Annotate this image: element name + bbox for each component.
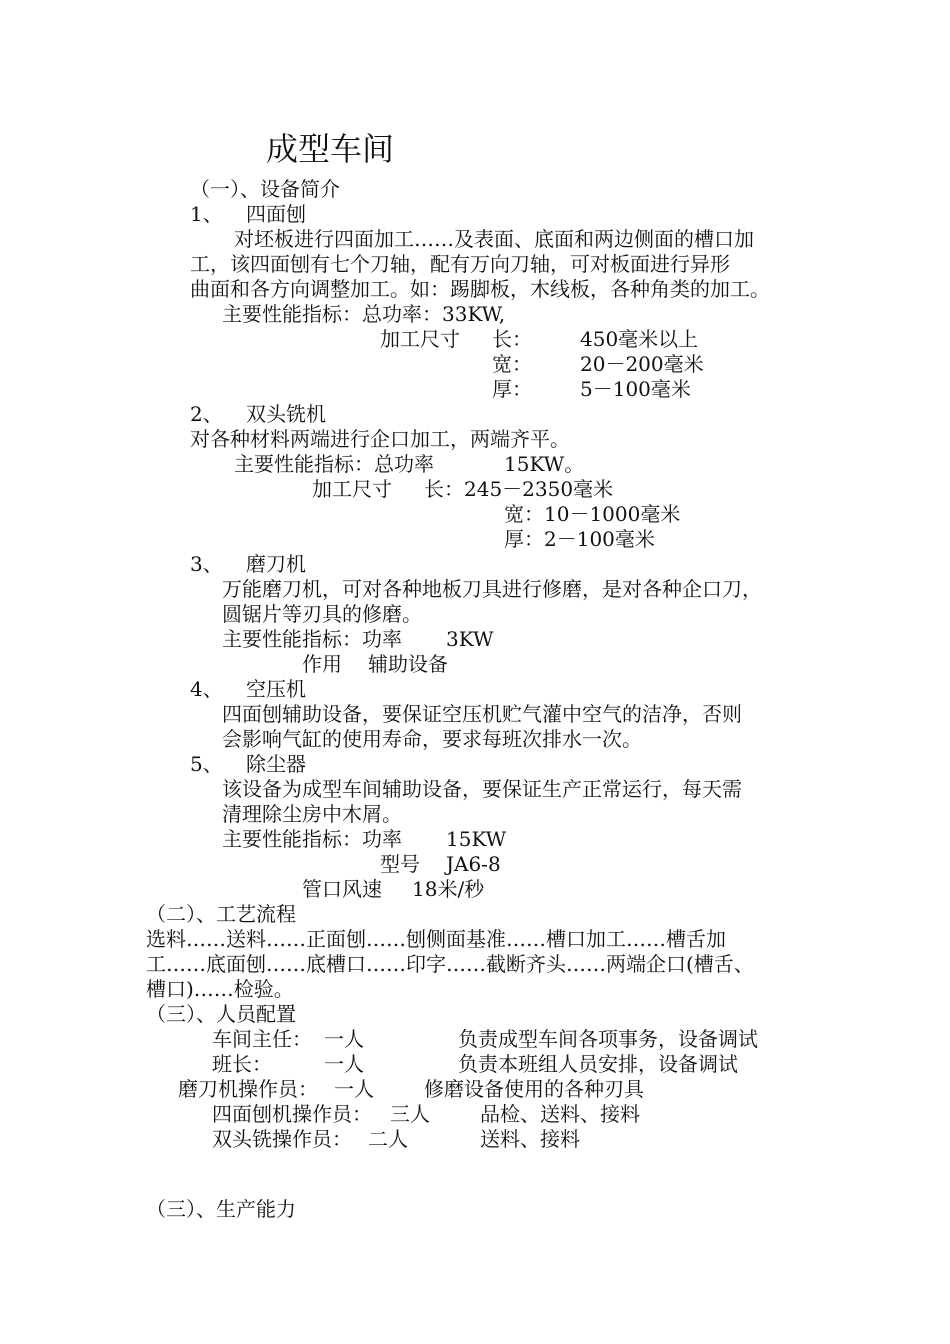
equipment-name: 空压机: [246, 677, 306, 701]
size-label: 加工尺寸: [312, 477, 392, 501]
staff-duty: 送料、接料: [480, 1127, 580, 1151]
section-heading-capacity: （三）、生产能力: [146, 1197, 296, 1221]
dim-value: 450毫米以上: [580, 327, 699, 351]
dim-label: 厚：: [492, 377, 532, 401]
staff-role: 班长：: [212, 1052, 272, 1076]
staff-duty: 负责成型车间各项事务，设备调试: [458, 1027, 758, 1051]
staff-role: 四面刨机操作员：: [212, 1102, 372, 1126]
staff-role: 磨刀机操作员：: [178, 1077, 318, 1101]
paragraph-line: 工，该四面刨有七个刀轴，配有万向刀轴，可对板面进行异形: [190, 252, 730, 276]
dim-label: 长：: [492, 327, 532, 351]
paragraph-line: 槽口)……检验。: [146, 977, 294, 1001]
paragraph-line: 四面刨辅助设备，要保证空压机贮气灌中空气的洁净，否则: [222, 702, 742, 726]
staff-count: 一人: [324, 1027, 364, 1051]
equipment-number: 1、: [190, 202, 223, 226]
paragraph-line: 对各种材料两端进行企口加工，两端齐平。: [190, 427, 570, 451]
paragraph-line: 选料……送料……正面刨……刨侧面基准……槽口加工……槽舌加: [146, 927, 726, 951]
size-label: 加工尺寸: [380, 327, 460, 351]
paragraph-line: 清理除尘房中木屑。: [222, 802, 402, 826]
paragraph-line: 万能磨刀机，可对各种地板刀具进行修磨，是对各种企口刀，: [222, 577, 762, 601]
equipment-name: 除尘器: [246, 752, 306, 776]
dim-label: 宽：: [492, 352, 532, 376]
spec-value: 辅助设备: [368, 652, 448, 676]
spec-label: 作用: [302, 652, 342, 676]
staff-count: 一人: [324, 1052, 364, 1076]
spec-value: JA6-8: [446, 852, 501, 876]
spec-label: 主要性能指标：功率: [222, 827, 402, 851]
size-row-width: 宽：10－1000毫米: [504, 502, 681, 526]
section-heading-process: （二）、工艺流程: [146, 902, 296, 926]
paragraph-line: 圆锯片等刃具的修磨。: [222, 602, 422, 626]
size-row-thickness: 厚：2－100毫米: [504, 527, 655, 551]
staff-count: 三人: [390, 1102, 430, 1126]
dim-value: 长：245－2350毫米: [424, 477, 614, 501]
staff-count: 一人: [334, 1077, 374, 1101]
paragraph-line: 对坯板进行四面加工……及表面、底面和两边侧面的槽口加: [234, 227, 754, 251]
spec-label: 型号: [380, 852, 420, 876]
equipment-name: 四面刨: [246, 202, 306, 226]
staff-role: 双头铣操作员：: [212, 1127, 352, 1151]
dim-value: 5－100毫米: [580, 377, 691, 401]
section-heading-equipment: （一）、设备简介: [190, 177, 340, 201]
staff-duty: 修磨设备使用的各种刃具: [424, 1077, 644, 1101]
page-title: 成型车间: [266, 130, 395, 168]
equipment-name: 磨刀机: [246, 552, 306, 576]
section-heading-staffing: （三）、人员配置: [146, 1002, 296, 1026]
paragraph-line: 曲面和各方向调整加工。如：踢脚板，木线板，各种角类的加工。: [190, 277, 770, 301]
equipment-number: 4、: [190, 677, 223, 701]
spec-label: 主要性能指标：总功率: [234, 452, 434, 476]
staff-duty: 负责本班组人员安排，设备调试: [458, 1052, 738, 1076]
spec-value: 15KW。: [504, 452, 585, 476]
staff-role: 车间主任：: [212, 1027, 312, 1051]
paragraph-line: 会影响气缸的使用寿命，要求每班次排水一次。: [222, 727, 642, 751]
equipment-name: 双头铣机: [246, 402, 326, 426]
spec-label: 管口风速: [302, 877, 382, 901]
paragraph-line: 该设备为成型车间辅助设备，要保证生产正常运行，每天需: [222, 777, 742, 801]
spec-value: 18米/秒: [412, 877, 485, 901]
equipment-number: 3、: [190, 552, 223, 576]
staff-duty: 品检、送料、接料: [480, 1102, 640, 1126]
paragraph-line: 工……底面刨……底槽口……印字……截断齐头……两端企口(槽舌、: [146, 952, 754, 976]
spec-value: 15KW: [446, 827, 507, 851]
staff-count: 二人: [368, 1127, 408, 1151]
spec-line: 主要性能指标：总功率：33KW,: [222, 302, 506, 326]
spec-value: 3KW: [446, 627, 494, 651]
equipment-number: 2、: [190, 402, 223, 426]
spec-label: 主要性能指标：功率: [222, 627, 402, 651]
equipment-number: 5、: [190, 752, 223, 776]
dim-value: 20－200毫米: [580, 352, 704, 376]
